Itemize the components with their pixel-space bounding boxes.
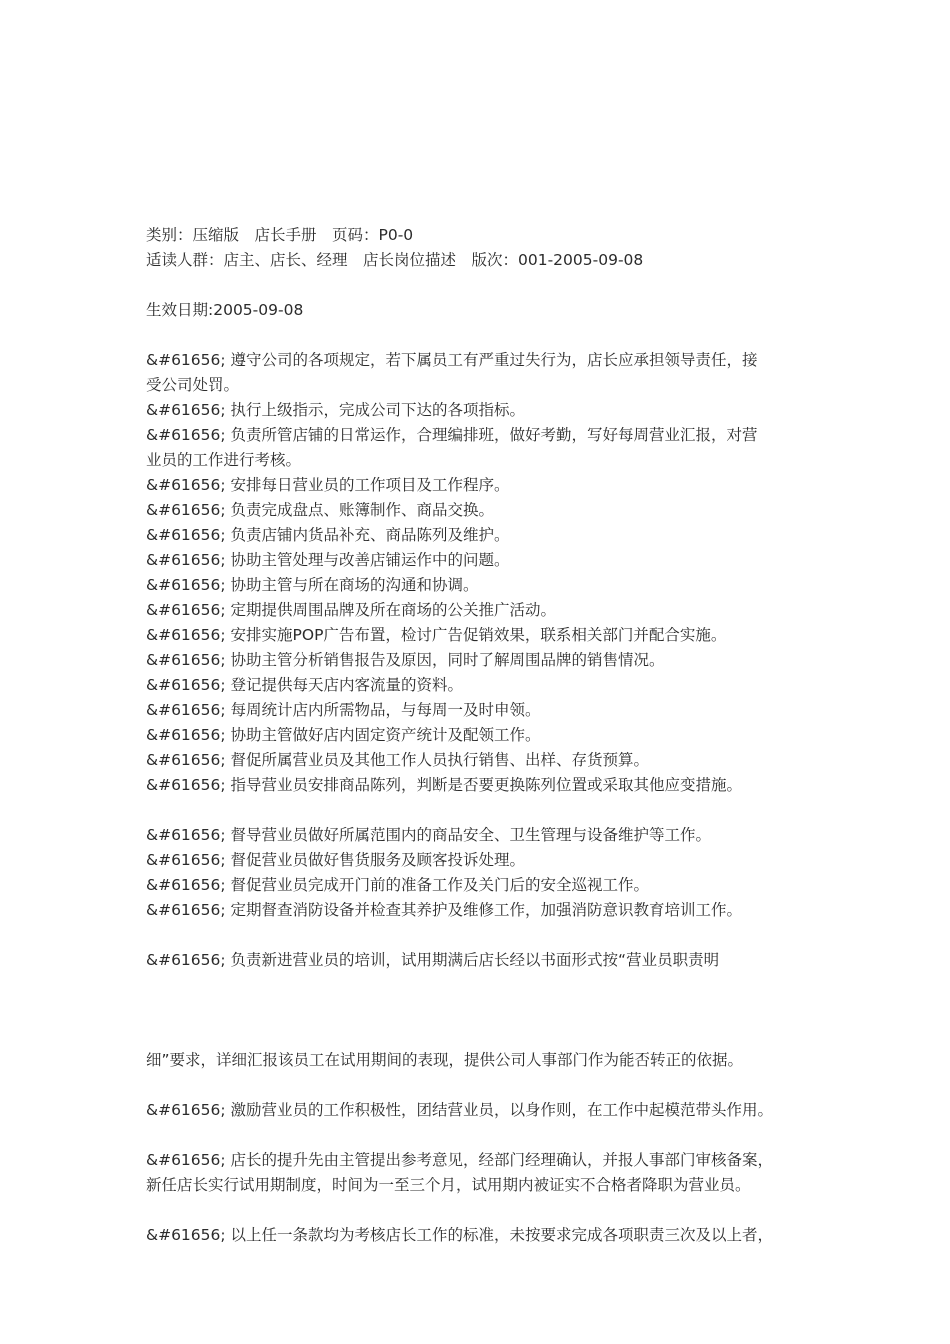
document-body [146, 223, 836, 1248]
duty-line: &#61656; 定期提供周围品牌及所在商场的公关推广活动。 [146, 601, 557, 619]
duty-line: &#61656; 协助主管分析销售报告及原因，同时了解周围品牌的销售情况。 [146, 651, 665, 669]
safety-line: &#61656; 督促营业员做好售货服务及顾客投诉处理。 [146, 851, 526, 869]
duty-line: &#61656; 负责完成盘点、账簿制作、商品交换。 [146, 501, 495, 519]
duty-line: &#61656; 协助主管与所在商场的沟通和协调。 [146, 576, 479, 594]
duty-line: &#61656; 督促所属营业员及其他工作人员执行销售、出样、存货预算。 [146, 751, 650, 769]
duty-line: 受公司处罚。 [146, 376, 240, 394]
training-line-continued: 细”要求，详细汇报该员工在试用期间的表现，提供公司人事部门作为能否转正的依据。 [146, 1051, 744, 1069]
duty-line: &#61656; 负责所管店铺的日常运作，合理编排班，做好考勤，写好每周营业汇报，对营 [146, 426, 758, 444]
training-line: &#61656; 负责新进营业员的培训，试用期满后店长经以书面形式按“营业员职责明 [146, 951, 720, 969]
duty-line: &#61656; 指导营业员安排商品陈列，判断是否要更换陈列位置或采取其他应变措施。 [146, 776, 743, 794]
safety-line: &#61656; 督促营业员完成开门前的准备工作及关门后的安全巡视工作。 [146, 876, 650, 894]
duty-line: &#61656; 执行上级指示，完成公司下达的各项指标。 [146, 401, 526, 419]
motivate-line: &#61656; 激励营业员的工作积极性，团结营业员，以身作则，在工作中起模范带头作用。 [146, 1101, 774, 1119]
duty-line: &#61656; 安排实施POP广告布置，检讨广告促销效果，联系相关部门并配合实施。 [146, 626, 727, 644]
duty-line: &#61656; 协助主管处理与改善店铺运作中的问题。 [146, 551, 510, 569]
safety-line: &#61656; 定期督查消防设备并检查其养护及维修工作，加强消防意识教育培训工作。 [146, 901, 743, 919]
duty-line: &#61656; 协助主管做好店内固定资产统计及配领工作。 [146, 726, 541, 744]
duty-line: &#61656; 登记提供每天店内客流量的资料。 [146, 676, 464, 694]
duty-line: &#61656; 安排每日营业员的工作项目及工作程序。 [146, 476, 510, 494]
promotion-line: &#61656; 店长的提升先由主管提出参考意见，经部门经理确认，并报人事部门审核备案， [146, 1151, 774, 1169]
effective-date: 生效日期:2005-09-08 [146, 301, 304, 319]
duty-line: 业员的工作进行考核。 [146, 451, 302, 469]
safety-line: &#61656; 督导营业员做好所属范围内的商品安全、卫生管理与设备维护等工作。 [146, 826, 712, 844]
duty-line: &#61656; 遵守公司的各项规定，若下属员工有严重过失行为，店长应承担领导责任，接 [146, 351, 758, 369]
audience-line: 适读人群：店主、店长、经理 店长岗位描述 版次：001-2005-09-08 [146, 251, 644, 269]
category-line: 类别：压缩版 店长手册 页码：P0-0 [146, 226, 414, 244]
promotion-line: 新任店长实行试用期制度，时间为一至三个月，试用期内被证实不合格者降职为营业员。 [146, 1176, 751, 1194]
standard-line: &#61656; 以上任一条款均为考核店长工作的标准，未按要求完成各项职责三次及以上者， [146, 1226, 774, 1244]
duty-line: &#61656; 负责店铺内货品补充、商品陈列及维护。 [146, 526, 510, 544]
duty-line: &#61656; 每周统计店内所需物品，与每周一及时申领。 [146, 701, 541, 719]
